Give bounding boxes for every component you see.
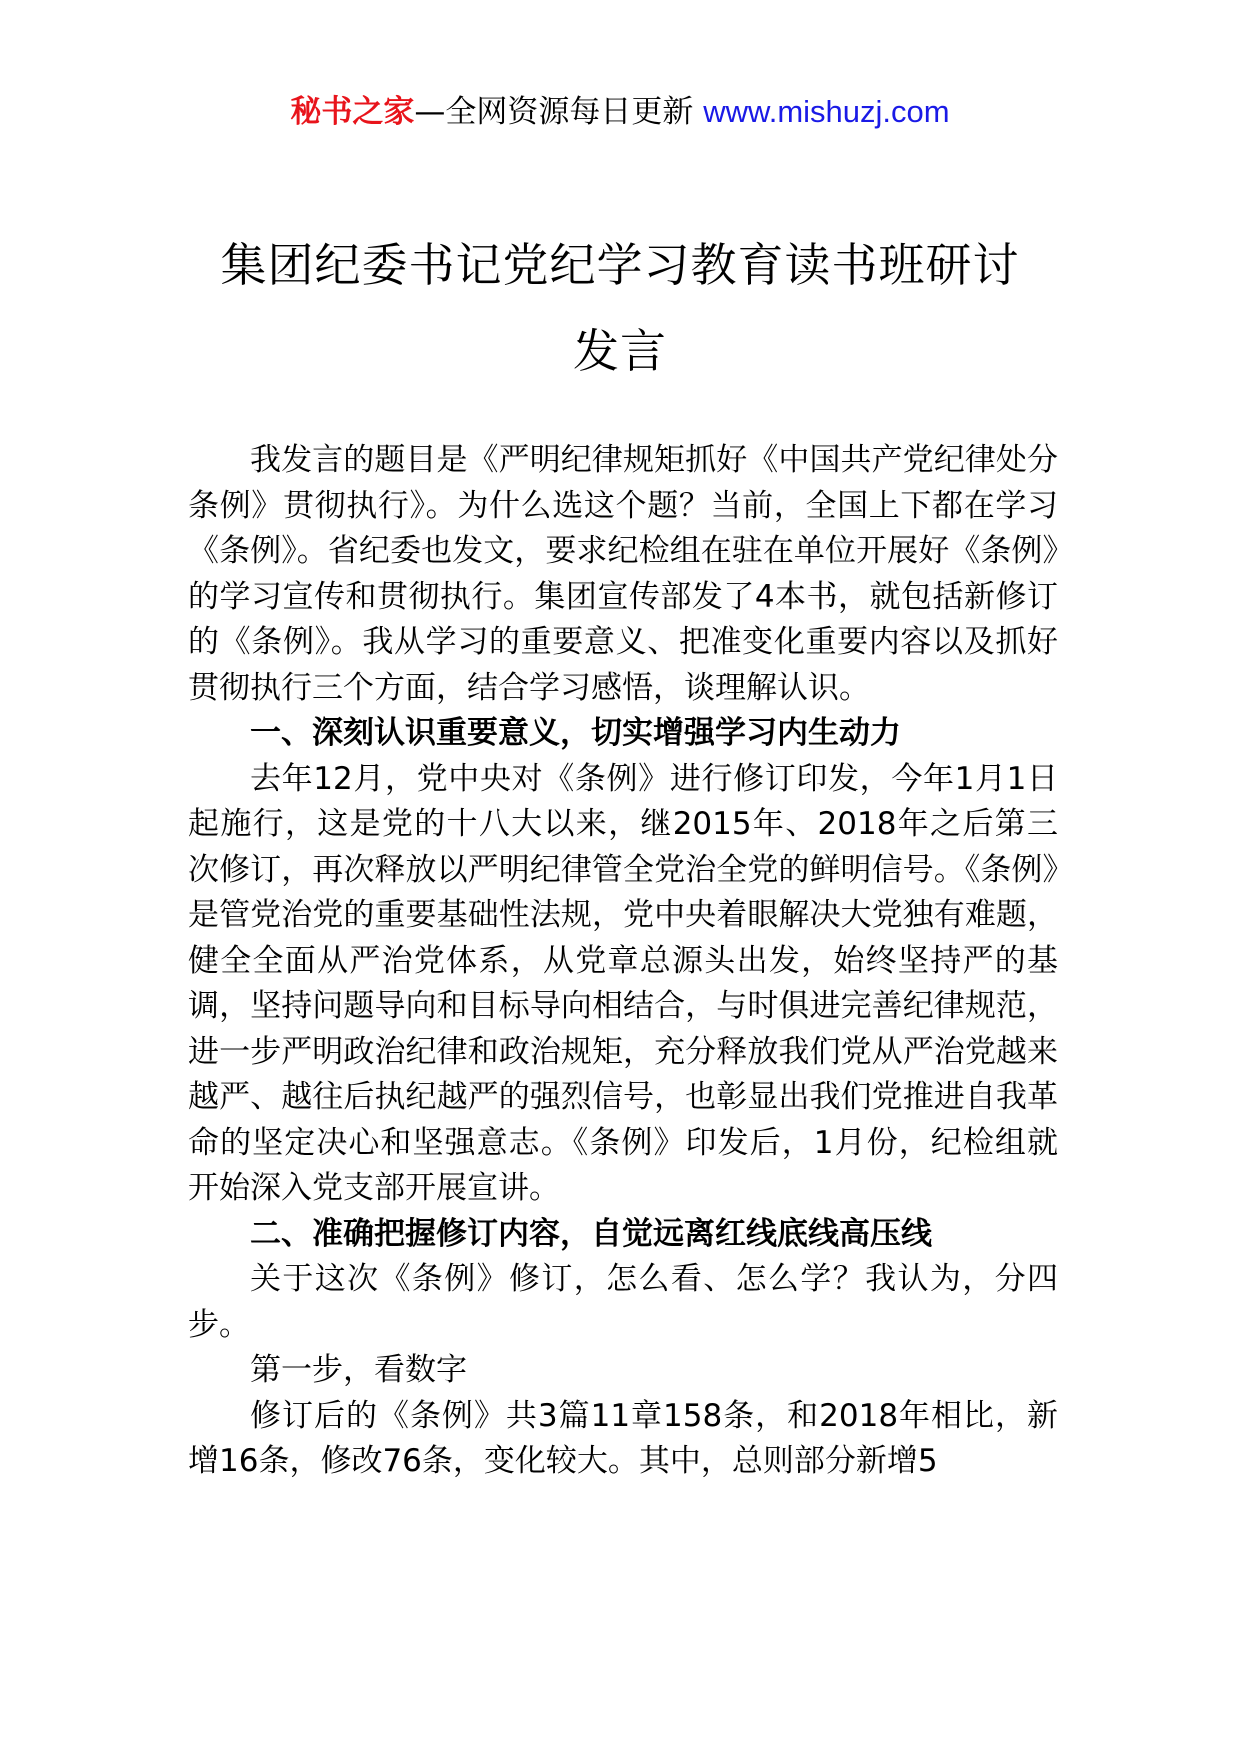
paragraph-section-2-intro: 关于这次《条例》修订，怎么看、怎么学？我认为，分四步。 xyxy=(188,1261,1058,1343)
page-header xyxy=(0,92,1240,132)
paragraph-intro: 我发言的题目是《严明纪律规矩抓好《中国共产党纪律处分条例》贯彻执行》。为什么选这个题？当前，全国上下都在学习《条例》。省纪委也发文，要求纪检组在驻在单位开展好《条例》的学习宣传和贯彻执行。集团宣传部发了4本书，就包括新修订的《条例》。我从学习的重要意义、把准变化重要内容以及抓好贯彻执行三个方面，结合学习感悟，谈理解认识。 xyxy=(188,442,1058,706)
section-heading-2: 二、准确把握修订内容，自觉远离红线底线高压线 xyxy=(250,1215,932,1252)
document-title xyxy=(0,222,1240,394)
paragraph-step-1: 修订后的《条例》共3篇11章158条，和2018年相比，新增16条，修改76条，变化较大。其中，总则部分新增5 xyxy=(188,1397,1058,1479)
website-link[interactable]: www.mishuzj.com xyxy=(703,94,950,129)
title-line-1: 集团纪委书记党纪学习教育读书班研讨 xyxy=(220,238,1020,292)
section-heading-1: 一、深刻认识重要意义，切实增强学习内生动力 xyxy=(250,715,901,751)
subheading-step-1: 第一步，看数字 xyxy=(250,1352,467,1388)
brand-name: 秘书之家 xyxy=(290,94,415,130)
title-line-2: 发言 xyxy=(573,324,667,378)
document-body xyxy=(188,438,1058,1485)
paragraph-section-1: 去年12月，党中央对《条例》进行修订印发，今年1月1日起施行，这是党的十八大以来，继2015年、2018年之后第三次修订，再次释放以严明纪律管全党治全党的鲜明信号。《条例》是管党治党的重要基础性法规，党中央着眼解决大党独有难题，健全全面从严治党体系，从党章总源头出发，始终坚持严的基调，坚持问题导向和目标导向相结合，与时俱进完善纪律规范，进一步严明政治纪律和政治规矩，充分释放我们党从严治党越来越严、越往后执纪越严的强烈信号，也彰显出我们党推进自我革命的坚定决心和坚强意志。《条例》印发后，1月份，纪检组就开始深入党支部开展宣讲。 xyxy=(188,760,1058,1206)
header-tagline: —全网资源每日更新 xyxy=(414,94,694,130)
